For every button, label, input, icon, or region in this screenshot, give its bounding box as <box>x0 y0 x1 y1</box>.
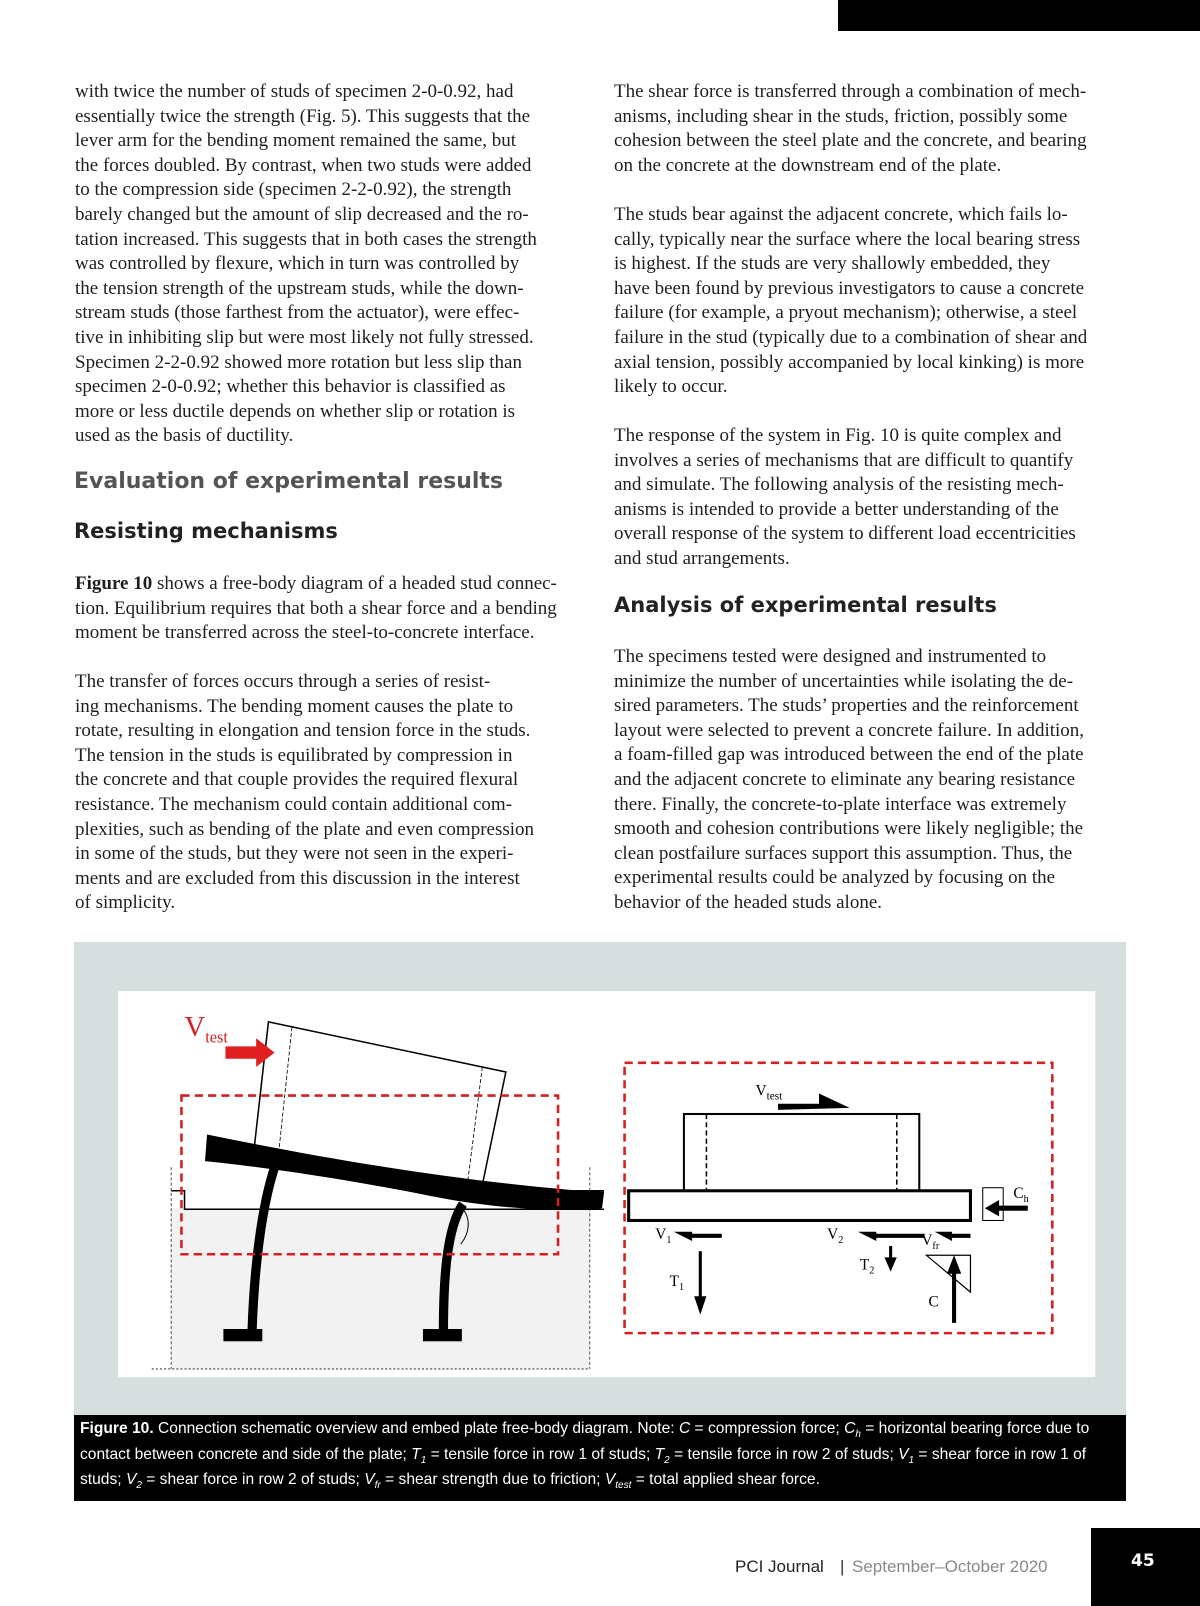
caption-text: 1 <box>420 1454 427 1466</box>
figure-reference: Figure 10 <box>75 573 153 594</box>
caption-text: = tensile force in row 1 of studs; <box>426 1445 655 1463</box>
caption-text: = horizontal bearing force due to contact between concrete and side of the plate; <box>80 1420 1090 1463</box>
caption-text: = tensile force in row 2 of studs; <box>669 1445 899 1463</box>
caption-text: = shear force in row 2 of studs; <box>141 1471 365 1489</box>
svg-text:Ch: $C_h$ <box>1013 1184 1029 1206</box>
caption-text: V <box>604 1471 616 1489</box>
caption-text: V <box>364 1471 375 1489</box>
caption-text: 2 <box>136 1480 142 1492</box>
footer-journal: PCI Journal <box>735 1557 824 1576</box>
caption-text: = total applied shear force. <box>631 1471 820 1489</box>
caption-text: C <box>678 1420 691 1437</box>
caption-label: Figure 10. <box>80 1420 154 1437</box>
page-number-box <box>1091 1528 1200 1606</box>
svg-text:T1: $T_1$ <box>669 1272 685 1294</box>
section-heading: Evaluation of experimental results <box>74 469 504 494</box>
free-body-diagram <box>74 942 1126 1415</box>
page-number: 45 <box>1131 1551 1155 1571</box>
paragraph: The studs bear against the adjacent concrete, which fails lo- cally, typically near the surface where the local bearing stress is highest. If the studs are very shallowly embedded, they have been found by previous investigators to cause a concrete failure (for example, a pryout mechanism); otherwise, a steel failure in the stud (typically due to a combination of shear and axial tension, possibly accompanied by local kinking) is more likely to occur. <box>614 204 1088 398</box>
caption-text: = compression force; <box>690 1420 845 1437</box>
subsection-heading: Resisting mechanisms <box>74 519 338 543</box>
caption-text: h <box>855 1429 861 1441</box>
footer-issue: September–October 2020 <box>852 1557 1048 1576</box>
caption-text: C <box>844 1420 856 1437</box>
svg-text:V2: $V_2$ <box>827 1225 844 1247</box>
svg-text:T2: $T_2$ <box>859 1256 875 1277</box>
paragraph: The shear force is transferred through a combination of mech- anisms, including shear in the studs, friction, possibly some cohesion between the steel plate and the concrete, and bearing on the concrete at the downstream end of the plate. <box>614 81 1087 176</box>
caption-text: fr <box>374 1480 381 1492</box>
figure-caption <box>74 1415 1126 1501</box>
paragraph: The response of the system in Fig. 10 is quite complex and involves a series of mechanisms that are difficult to quantify and simulate. The following analysis of the resisting mech- anisms is intended to provide a better understanding of the overall response of the system to different load eccentricities and stud arrangements. <box>614 425 1076 569</box>
paragraph: with twice the number of studs of specimen 2-0-0.92, had essentially twice the strength (Fig. 5). This suggests that the lever arm for the bending moment remained the same, but the forces doubled. By contrast, when two studs were added to the compression side (specimen 2-2-0.92), the strength barely changed but the amount of slip decreased and the ro- tation increased. This suggests that in both cases the strength was controlled by flexure, which in turn was controlled by the tension strength of the upstream studs, while the down- stream studs (those farthest from the actuator), were effec- tive in inhibiting slip but were most likely not fully stressed. Specimen 2-2-0.92 showed more rotation but less slip than specimen 2-0-0.92; whether this behavior is classified as more or less ductile depends on whether slip or rotation is used as the basis of ductility. <box>75 81 537 447</box>
caption-text: T <box>654 1445 665 1463</box>
svg-text:Vtest: $V_{test}$ <box>755 1082 783 1103</box>
caption-text: 2 <box>664 1454 670 1466</box>
paragraph: The transfer of forces occurs through a series of resist- ing mechanisms. The bending moment causes the plate to rotate, resulting in elongation and tension force in the studs. The tension in the studs is equilibrated by compression in the concrete and that couple provides the required flexural resistance. The mechanism could contain additional com- plexities, such as bending of the plate and even compression in some of the studs, but they were not seen in the experi- ments and are excluded from this discussion in the interest of simplicity. <box>75 671 535 914</box>
caption-text: V <box>125 1471 137 1489</box>
paragraph-text: shows a free-body diagram of a headed stud connec- tion. Equilibrium requires that both a shear force and a bending moment be transferred across the steel-to-concrete interface. <box>75 573 557 644</box>
svg-text:V1: $V_1$ <box>655 1225 672 1247</box>
footer-separator: | <box>840 1557 845 1576</box>
vtest-label: $V_{test}$ <box>184 1011 228 1047</box>
caption-text: Connection schematic overview and embed plate free-body diagram. Note: <box>153 1420 679 1437</box>
caption-text: V <box>898 1445 909 1463</box>
paragraph <box>75 572 605 646</box>
svg-text:Vfr: $V_{fr}$ <box>921 1232 940 1253</box>
caption-text: = shear force in row 1 of studs; <box>80 1445 1087 1489</box>
header-bar <box>838 0 1200 31</box>
svg-text:C: C <box>928 1293 939 1311</box>
caption-text: T <box>411 1445 421 1463</box>
paragraph: The specimens tested were designed and instrumented to minimize the number of uncertainties while isolating the de- sired parameters. The studs’ properties and the reinforcement layout were selected to prevent a concrete failure. In addition, a foam-filled gap was introduced between the end of the plate and the adjacent concrete to eliminate any bearing resistance there. Finally, the concrete-to-plate interface was extremely smooth and cohesion contributions were likely negligible; the clean postfailure surfaces support this assumption. Thus, the experimental results could be analyzed by focusing on the behavior of the headed studs alone. <box>614 646 1085 913</box>
caption-text: test <box>615 1480 632 1492</box>
figure-10 <box>74 942 1126 1415</box>
section-heading: Analysis of experimental results <box>614 593 997 617</box>
caption-text: 1 <box>908 1454 915 1466</box>
caption-text: = shear strength due to friction; <box>380 1471 605 1489</box>
